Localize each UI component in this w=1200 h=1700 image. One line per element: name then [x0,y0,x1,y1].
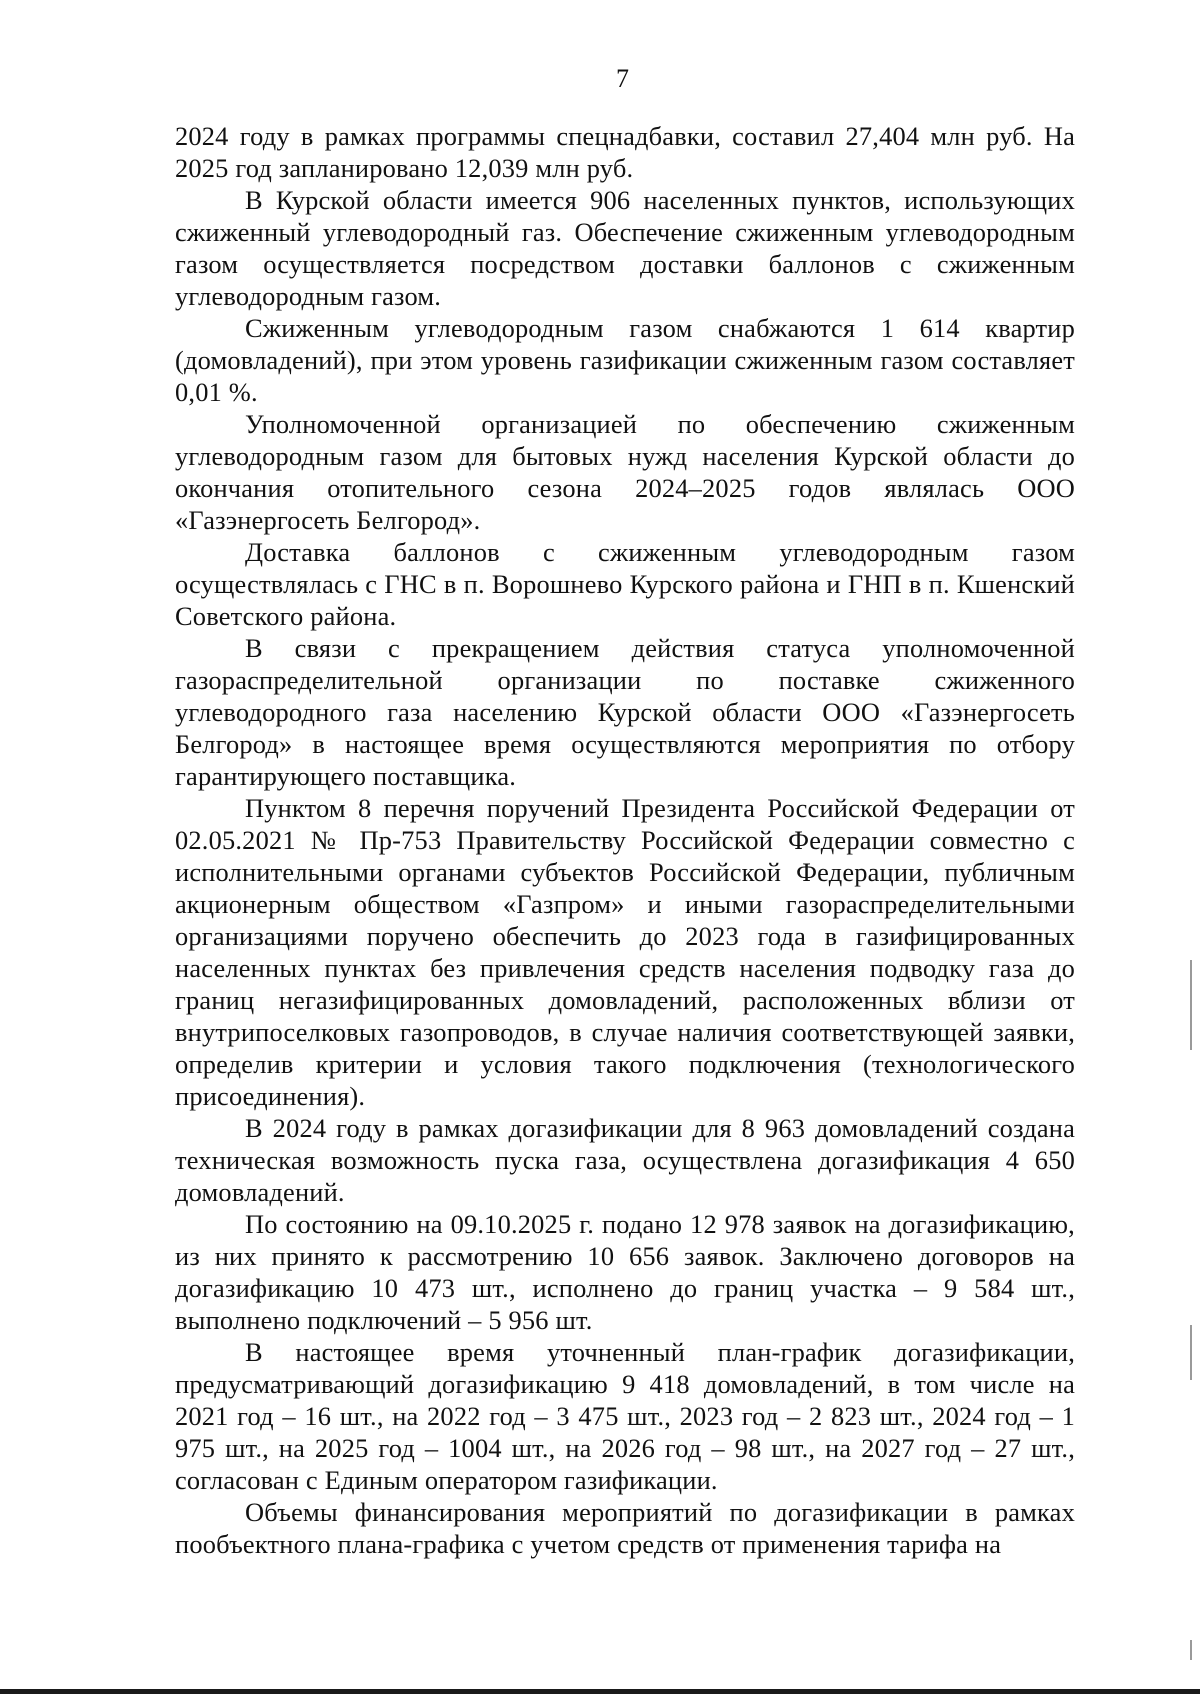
scan-margin-mark [1190,1325,1192,1380]
paragraph-status-termination: В связи с прекращением действия статуса уполномоченной газораспределительной организации по поставке сжиженного углеводородного газа населению Курской области ООО «Газэнергосеть Белгород» в настоящее время осуществляются мероприятия по отбору гарантирующего поставщика. [175,633,1075,791]
paragraph-financing: Объемы финансирования мероприятий по догазификации в рамках пообъектного плана-графика с учетом средств от применения тарифа на [175,1497,1075,1559]
scan-margin-mark [1190,1640,1192,1660]
paragraph-gasification-2024: В 2024 году в рамках догазификации для 8 963 домовладений создана техническая возможность пуска газа, осуществлена догазификация 4 650 домовладений. [175,1113,1075,1207]
paragraph-presidential-order: Пунктом 8 перечня поручений Президента Российской Федерации от 02.05.2021 № Пр-753 Правительству Российской Федерации совместно с исполнительными органами субъектов Российской Федерации, публичным акционерным обществом «Газпром» и иными газораспределительными организациями поручено обеспечить до 2023 года в газифицированных населенных пунктах без привлечения средств населения подводку газа до границ негазифицированных домовладений, расположенных вблизи от внутрипоселковых газопроводов, в случае наличия соответствующей заявки, определив критерии и условия такого подключения (технологического присоединения). [175,793,1075,1111]
paragraph-continuation: 2024 году в рамках программы спецнадбавки, составил 27,404 млн руб. На 2025 год запланировано 12,039 млн руб. [175,121,1075,183]
paragraph-schedule: В настоящее время уточненный план-график догазификации, предусматривающий догазификацию 9 418 домовладений, в том числе на 2021 год – 16 шт., на 2022 год – 3 475 шт., 2023 год – 2 823 шт., 2024 год – 1 975 шт., на 2025 год – 1004 шт., на 2026 год – 98 шт., на 2027 год – 27 шт., согласован с Единым оператором газификации. [175,1337,1075,1495]
paragraph-authorized-organization: Уполномоченной организацией по обеспечению сжиженным углеводородным газом для бытовых нужд населения Курской области до окончания отопительного сезона 2024–2025 годов являлась ООО «Газэнергосеть Белгород». [175,409,1075,535]
scan-bottom-edge [0,1689,1200,1694]
paragraph-lpg-apartments: Сжиженным углеводородным газом снабжаются 1 614 квартир (домовладений), при этом уровень газификации сжиженным газом составляет 0,01 %. [175,313,1075,407]
paragraph-lpg-settlements: В Курской области имеется 906 населенных пунктов, использующих сжиженный углеводородный газ. Обеспечение сжиженным углеводородным газом осуществляется посредством доставки баллонов с сжиженным углеводородным газом. [175,185,1075,311]
paragraph-cylinder-delivery: Доставка баллонов с сжиженным углеводородным газом осуществлялась с ГНС в п. Ворошнево Курского района и ГНП в п. Кшенский Советского района. [175,537,1075,631]
paragraph-applications-status: По состоянию на 09.10.2025 г. подано 12 978 заявок на догазификацию, из них принято к рассмотрению 10 656 заявок. Заключено договоров на догазификацию 10 473 шт., исполнено до границ участка – 9 584 шт., выполнено подключений – 5 956 шт. [175,1209,1075,1335]
document-body [175,120,1075,1560]
page-number: 7 [616,64,629,93]
scan-margin-mark [1190,960,1192,1050]
